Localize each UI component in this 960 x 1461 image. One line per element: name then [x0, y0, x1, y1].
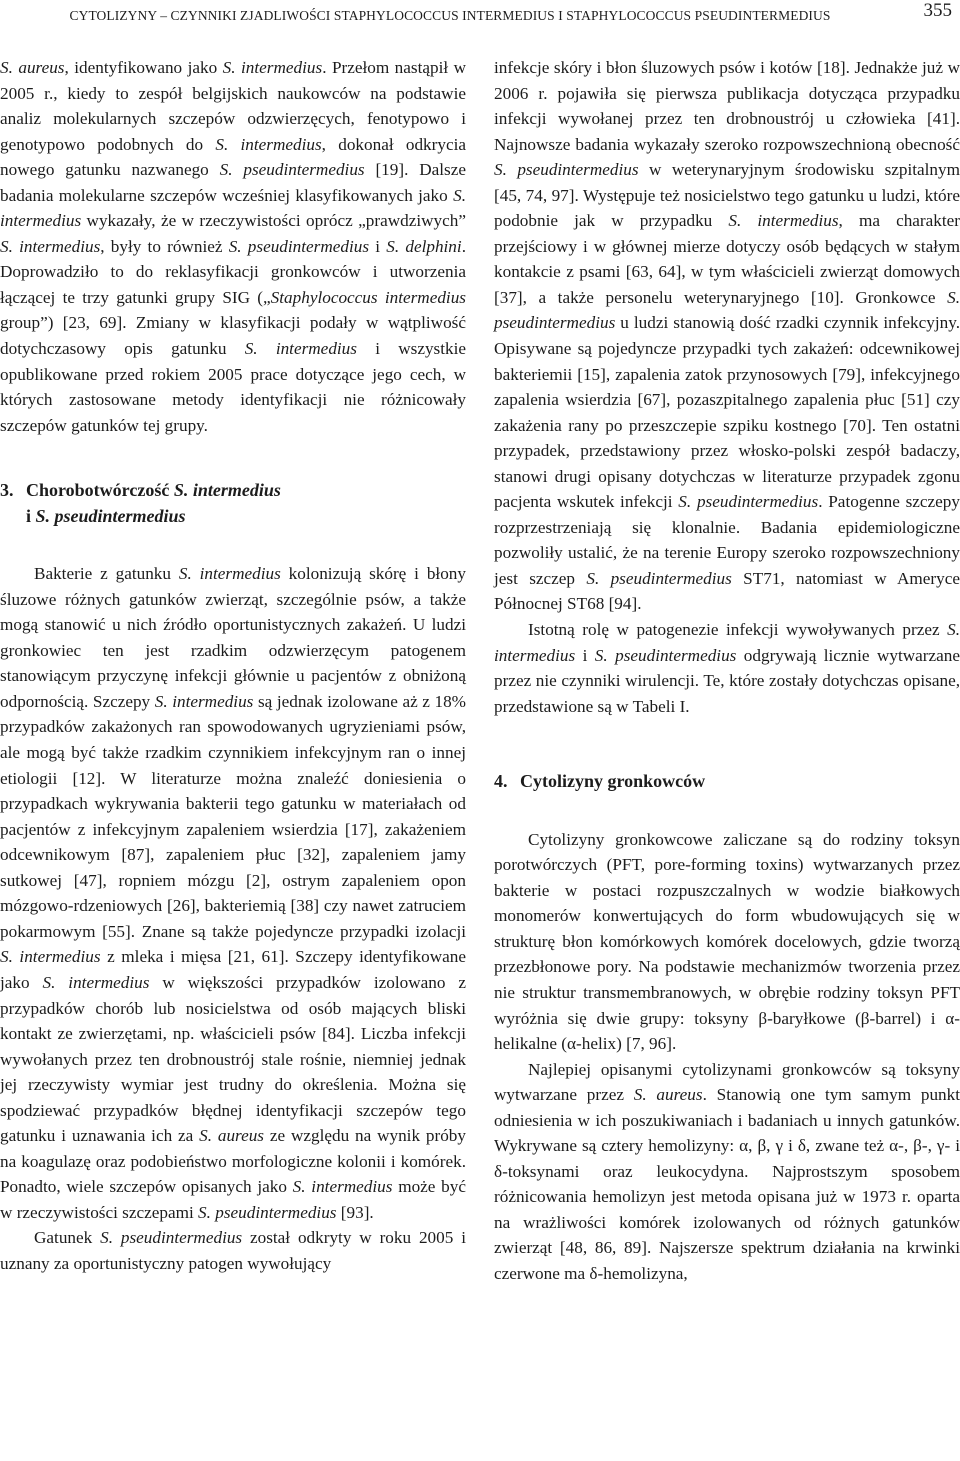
section-heading-4: [494, 769, 960, 795]
left-column: [0, 55, 466, 1277]
right-column: [494, 55, 960, 1287]
paragraph: Gatunek S. pseudintermedius został odkryty w roku 2005 i uznany za oportunistyczny patogen wywołujący: [0, 1228, 466, 1273]
running-header: [0, 0, 960, 44]
section-title: Cytolizyny gronkowców: [520, 771, 706, 792]
paragraph: Bakterie z gatunku S. intermedius kolonizują skórę i błony śluzowe różnych gatunków zwierząt, szczególnie psów, a także mogą stanowić u nich źródło oportunistycznych zakażeń. U ludzi gronkowiec ten jest rzadkim odzwierzęcym patogenem stanowiącym przyczynę infekcji głównie u pacjentów z obniżoną odpornością. Szczepy S. intermedius są jednak izolowane aż z 18% przypadków zakażonych ran spowodowanych ugryzieniami psów, ale mogą być także rzadkim czynnikiem infekcyjnym ran o innej etiologii [12]. W literaturze można znaleźć doniesienia o przypadkach wykrywania bakterii tego gatunku w materiałach od pacjentów z infekcyjnym zapaleniem wsierdzia [17], zakażeniem odcewnikowym [87], zapaleniem płuc [32], zapaleniem jamy sutkowej [47], ropniem mózgu [2], ostrym zapaleniem opon mózgowo-rdzeniowych [26], bakteriemią [38] czy nawet zatruciem pokarmowym [55]. Znane są także pojedyncze przypadki izolacji S. intermedius z mleka i mięsa [21, 61]. Szczepy identyfikowane jako S. intermedius w większości przypadków izolowano z przypadków chorób lub nosicielstwa od osób mających bliski kontakt ze zwierzętami, np. właścicieli psów [84]. Liczba infekcji wywołanych przez ten drobnoustrój stale rośnie, niemniej jednak jej rzeczywisty wymiar jest trudny do określenia. Można się spodziewać przypadków błędnej identyfikacji szczepów tego gatunku i uznawania ich za S. aureus ze względu na wynik próby na koagulazę oraz podobieństwo morfologiczne kolonii i komórek. Ponadto, wiele szczepów opisanych jako S. intermedius może być w rzeczywistości szczepami S. pseudintermedius [93].: [0, 564, 467, 1222]
paragraph: S. aureus, identyfikowano jako S. intermedius. Przełom nastąpił w 2005 r., kiedy to zespół belgijskich naukowców na podstawie analiz molekularnych szczepów odzwierzęcych, fenotypowo i genotypowo podobnych do S. intermedius, dokonał odkrycia nowego gatunku nazwanego S. pseudintermedius [19]. Dalsze badania molekularne szczepów wcześniej klasyfikowanych jako S. intermedius wykazały, że w rzeczywistości oprócz „prawdziwych” S. intermedius, były to również S. pseudintermedius i S. delphini. Doprowadziło to do reklasyfikacji gronkowców i utworzenia łączącej te trzy gatunki grupy SIG („Staphylococcus intermedius group”) [23, 69]. Zmiany w klasyfikacji podały w wątpliwość dotychczasowy opis gatunku S. intermedius i wszystkie opublikowane przed rokiem 2005 prace dotyczące jego cech, w których zastosowane metody identyfikacji nie różnicowały szczepów gatunków tej grupy.: [0, 58, 467, 435]
page-number: 355: [923, 0, 952, 21]
paragraph: Istotną rolę w patogenezie infekcji wywoływanych przez S. intermedius i S. pseudintermedius odgrywają licznie wytwarzane przez nie czynniki wirulencji. Te, które zostały dotychczas opisane, przedstawione są w Tabeli I.: [494, 620, 960, 716]
paragraph: infekcje skóry i błon śluzowych psów i kotów [18]. Jednakże już w 2006 r. pojawiła się pierwsza publikacja dotycząca przypadku infekcji wywołanej przez ten drobnoustrój u człowieka [41]. Najnowsze badania wykazały szeroko rozpowszechnioną obecność S. pseudintermedius w weterynaryjnym środowisku szpitalnym [45, 74, 97]. Występuje też nosicielstwo tego gatunku u ludzi, które podobnie jak w przypadku S. intermedius, ma charakter przejściowy i w głównej mierze dotyczy osób będących w stałym kontakcie z psami [63, 64], w tym właścicieli zwierząt domowych [37], a także personelu weterynaryjnego [10]. Gronkowce S. pseudintermedius u ludzi stanowią dość rzadki czynnik infekcyjny. Opisywane są pojedyncze przypadki tych zakażeń: odcewnikowej bakteriemii [15], zapalenia zatok przynosowych [79], infekcyjnego zapalenia wsierdzia [67], pozaszpitalnego zapalenia płuc [51] czy zakażenia rany po przeszczepie szpiku kostnego [70]. Ten ostatni przypadek, przedstawiony przez włosko-polski zespół badaczy, stanowi drugi opisany dotychczas w literaturze przypadek zgonu pacjenta wskutek infekcji S. pseudintermedius. Patogenne szczepy rozprzestrzeniają się klonalnie. Badania epidemiologiczne pozwoliły ustalić, że na terenie Europy szeroko rozpowszechniony jest szczep S. pseudintermedius ST71, natomiast w Ameryce Północnej ST68 [94].: [494, 58, 960, 614]
section-heading-3: [0, 478, 466, 529]
section-number: 4.: [494, 771, 508, 792]
paragraph: Najlepiej opisanymi cytolizynami gronkowców są toksyny wytwarzane przez S. aureus. Stanowią one tym samym punkt odniesienia w ich poszukiwaniach i badaniach u innych gatunków. Wykrywane są cztery hemolizyny: α, β, γ i δ, zwane też α-, β-, γ- i δ-toksynami oraz leukocydyna. Najprostszym sposobem różnicowania hemolizyn jest metoda opisana już w 1973 r. oparta na wrażliwości komórek izolowanych od różnych gatunków zwierząt [48, 86, 89]. Najszersze spektrum działania na krwinki czerwone ma δ-hemolizyna,: [494, 1059, 960, 1284]
paragraph: Cytolizyny gronkowcowe zaliczane są do rodziny toksyn porotwórczych (PFT, pore-forming toxins) wytwarzanych przez bakterie w postaci rozpuszczalnych w wodzie białkowych monomerów konwertujących do form wbudowujących się w strukturę błon komórkowych komórek docelowych, gdzie tworzą przezbłonowe pory. Na podstawie mechanizmów tworzenia przez nie struktur transmembranowych, w obrębie rodziny toksyn PFT wyróżnia się dwie grupy: toksyny β-baryłkowe (β-barrel) i α-helikalne (α-helix) [7, 96].: [494, 829, 960, 1054]
section-title-line-2: i S. pseudintermedius: [26, 505, 186, 526]
running-header-title: CYTOLIZYNY – CZYNNIKI ZJADLIWOŚCI STAPHYLOCOCCUS INTERMEDIUS I STAPHYLOCOCCUS PSEUDINTERMEDIUS: [69, 8, 831, 23]
section-number: 3.: [0, 480, 14, 501]
section-title-line-1: Chorobotwórczość S. intermedius: [26, 480, 281, 501]
